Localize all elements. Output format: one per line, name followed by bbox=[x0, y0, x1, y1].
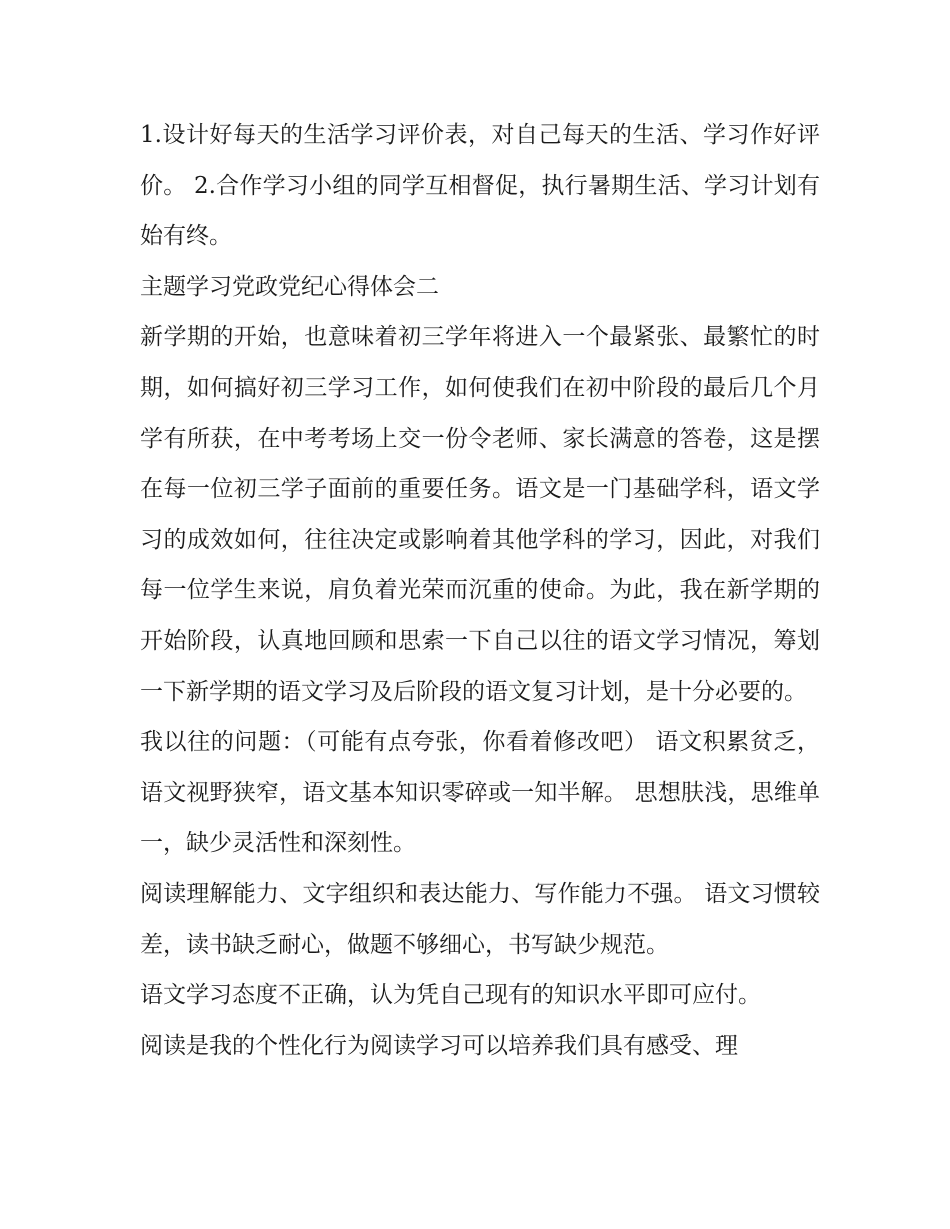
document-body bbox=[140, 110, 820, 1071]
paragraph-evaluation-plan: 1.设计好每天的生活学习评价表，对自己每天的生活、学习作好评价。 2.合作学习小组的同学互相督促，执行暑期生活、学习计划有始有终。 bbox=[140, 122, 820, 250]
paragraph-study-attitude: 语文学习态度不正确，认为凭自己现有的知识水平即可应付。 bbox=[140, 982, 761, 1009]
paragraph-new-semester: 新学期的开始，也意味着初三学年将进入一个最紧张、最繁忙的时期，如何搞好初三学习工作，如何使我们在初中阶段的最后几个月学有所获，在中考考场上交一份令老师、家长满意的答卷，这是摆在每一位初三学子面前的重要任务。语文是一门基础学科，语文学习的成效如何，往往决定或影响着其他学科的学习，因此，对我们每一位学生来说，肩负着光荣而沉重的使命。为此，我在新学期的开始阶段，认真地回顾和思索一下自己以往的语文学习情况，筹划一下新学期的语文学习及后阶段的语文复习计划，是十分必要的。 bbox=[140, 324, 820, 705]
section-heading: 主题学习党政党纪心得体会二 bbox=[140, 273, 439, 300]
paragraph-reading-ability: 阅读理解能力、文字组织和表达能力、写作能力不强。 语文习惯较差，读书缺乏耐心，做题不够细心，书写缺少规范。 bbox=[140, 880, 820, 958]
paragraph-reading-behavior: 阅读是我的个性化行为阅读学习可以培养我们具有感受、理 bbox=[140, 1032, 738, 1059]
paragraph-past-problems: 我以往的问题：（可能有点夸张，你看着修改吧） 语文积累贫乏，语文视野狭窄，语文基本知识零碎或一知半解。 思想肤浅，思维单一，缺少灵活性和深刻性。 bbox=[140, 729, 820, 857]
